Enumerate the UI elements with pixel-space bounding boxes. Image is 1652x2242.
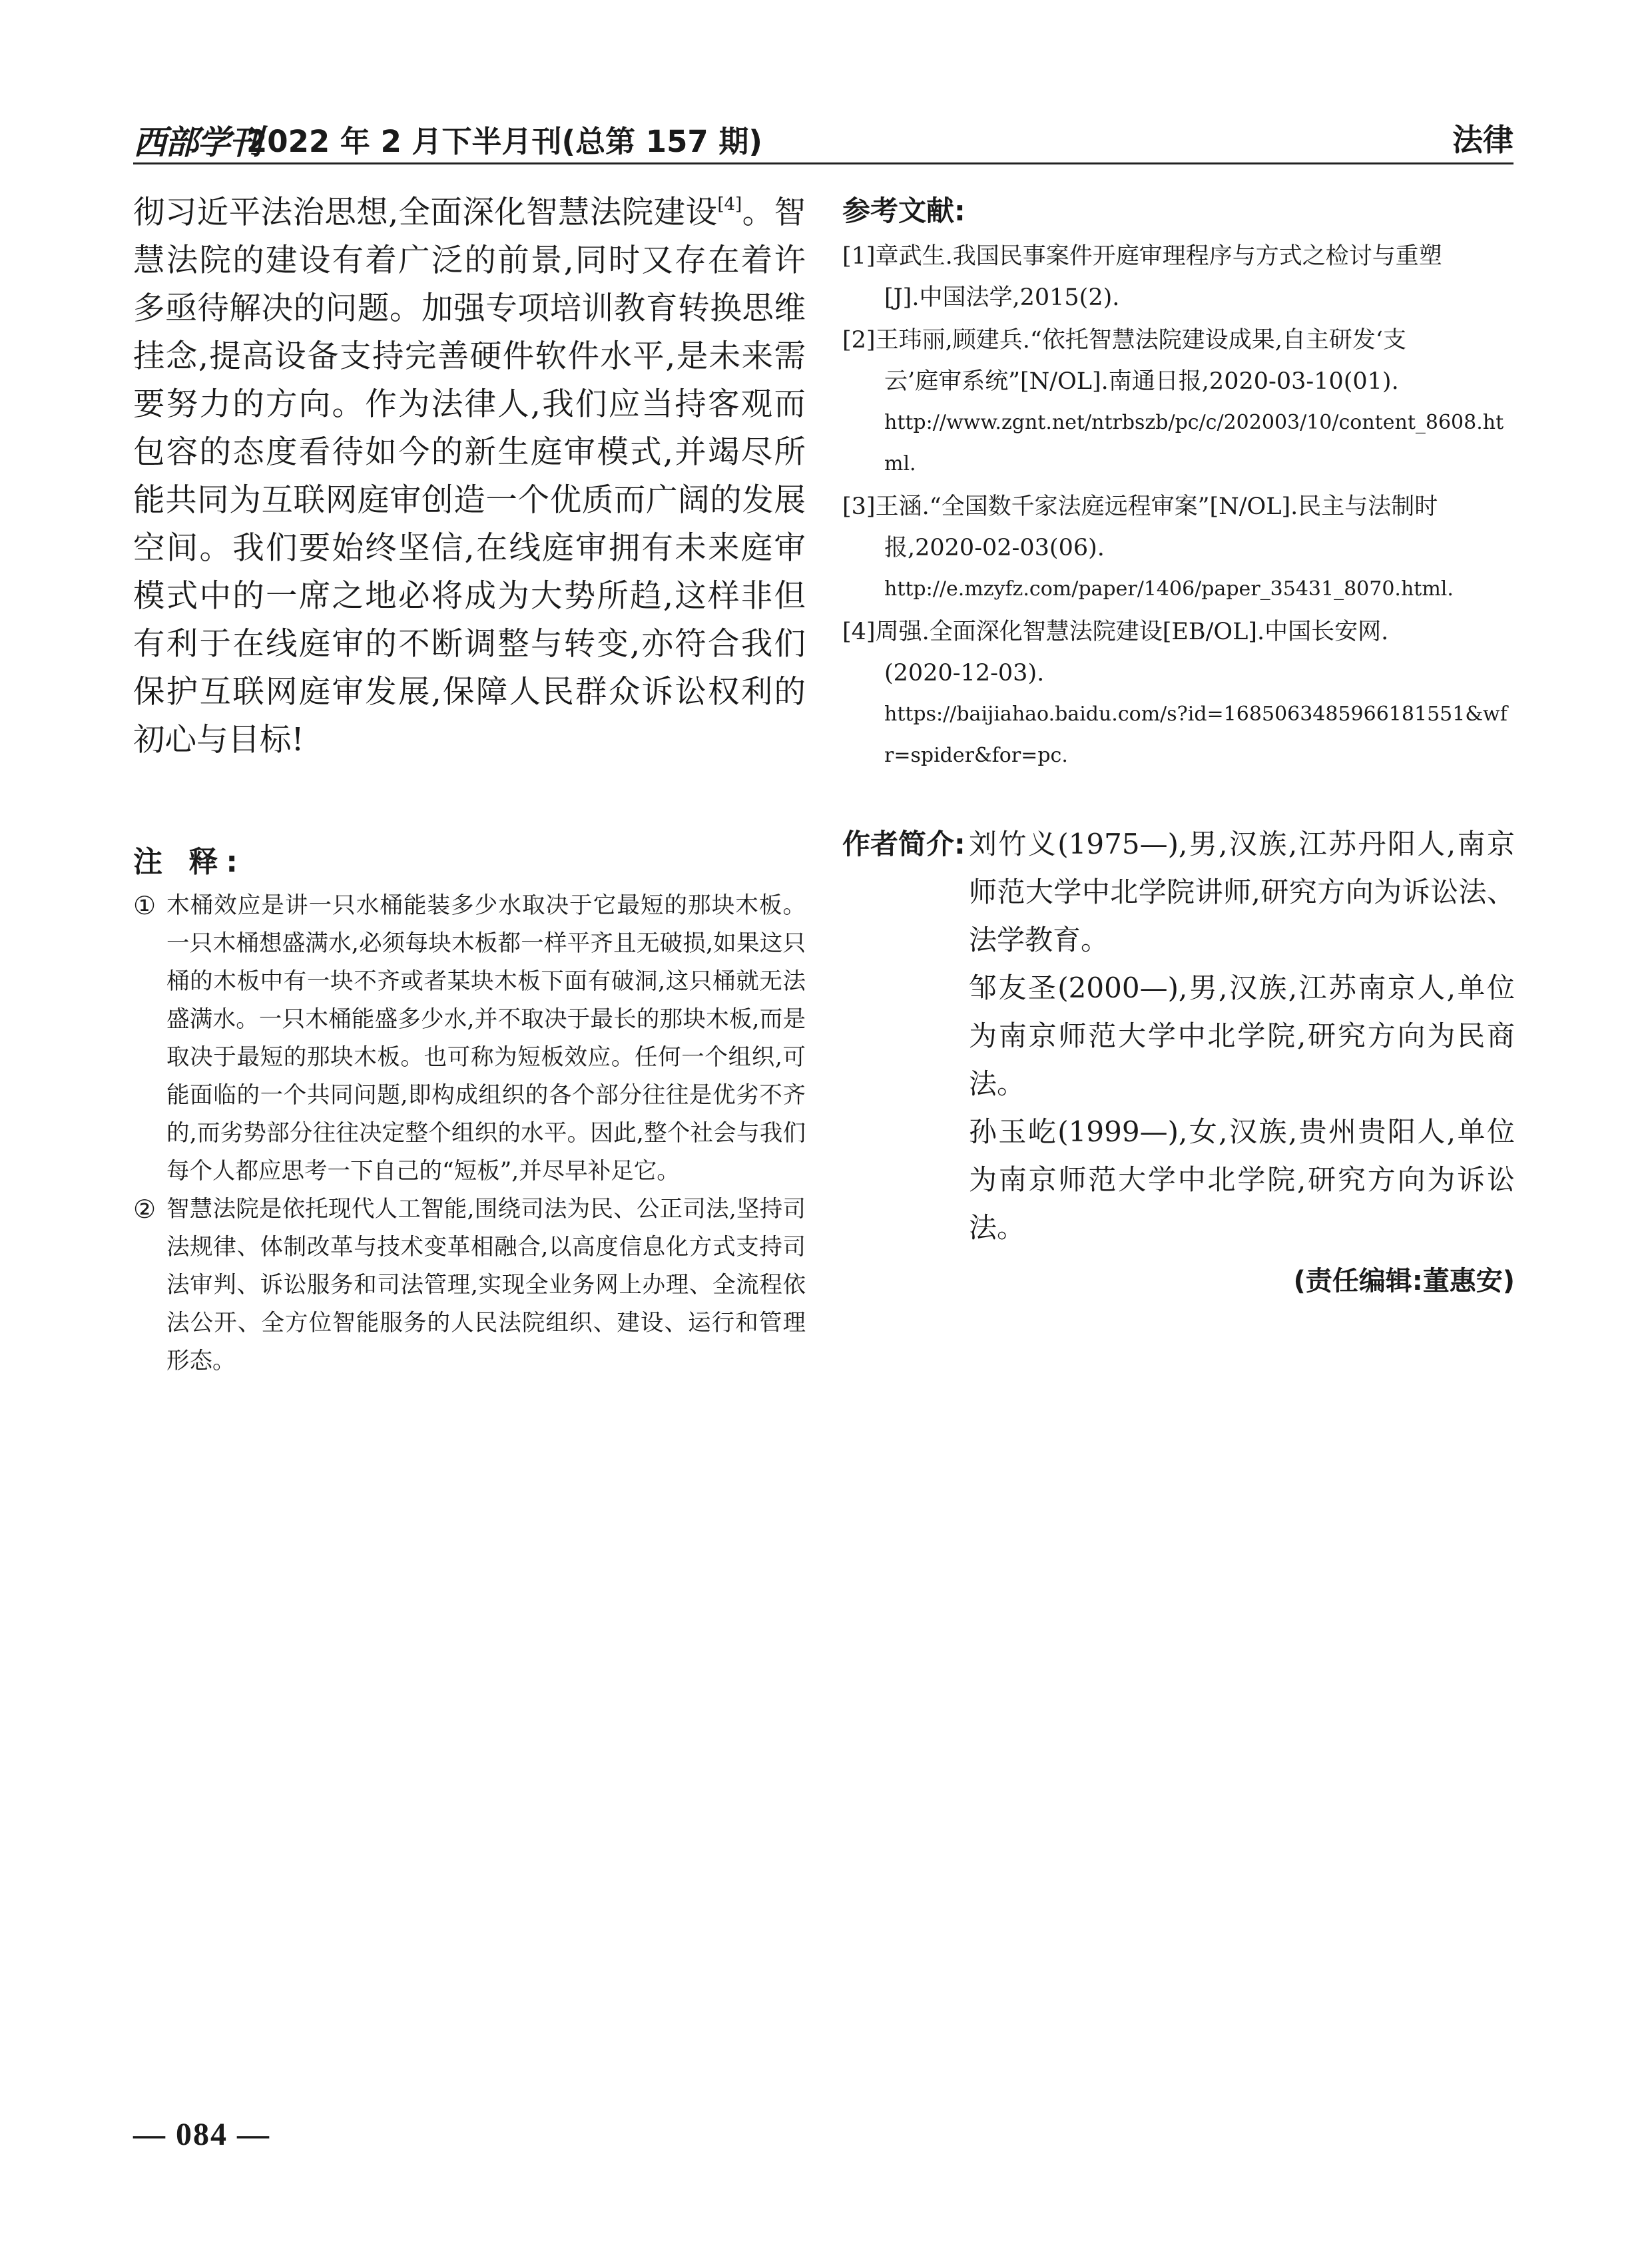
reference-item: [842, 236, 1515, 318]
reference-item: [842, 320, 1515, 485]
note-number: ①: [133, 891, 156, 920]
reference-line: [1]章武生.我国民事案件开庭审理程序与方式之检讨与重塑: [842, 243, 1442, 270]
body-text-b: 。智慧法院的建设有着广泛的前景,同时又存在着许多亟待解决的问题。加强专项培训教育转换思维挂念,提高设备支持完善硬件软件水平,是未来需要努力的方向。作为法律人,我们应当持客观而包容的态度看待如今的新生庭审模式,并竭尽所能共同为互联网庭审创造一个优质而广阔的发展空间。我们要始终坚信,在线庭审拥有未来庭审模式中的一席之地必将成为大势所趋,这样非但有利于在线庭审的不断调整与转变,亦符合我们保护互联网庭审发展,保障人民群众诉讼权利的初心与目标!: [133, 194, 806, 758]
citation-marker: [4]: [717, 194, 742, 214]
reference-item: [842, 611, 1515, 776]
author-entry: 刘竹义(1975—),男,汉族,江苏丹阳人,南京师范大学中北学院讲师,研究方向为诉讼法、法学教育。: [969, 828, 1515, 956]
header-rule: [133, 162, 1514, 164]
responsible-editor: (责任编辑:董惠安): [1293, 1266, 1515, 1296]
reference-line: [4]周强.全面深化智慧法院建设[EB/OL].中国长安网.: [842, 619, 1389, 645]
reference-url[interactable]: http://www.zgnt.net/ntrbszb/pc/c/202003/10/content_8608.html.: [884, 411, 1504, 475]
page-header: [133, 115, 1514, 162]
reference-item: [842, 486, 1515, 610]
reference-line: [3]王涵.“全国数千家法庭远程审案”[N/OL].民主与法制时: [842, 493, 1438, 520]
author-label: 作者简介:: [842, 828, 965, 860]
page-number: — 084 —: [133, 2117, 270, 2152]
references-title: 参考文献:: [842, 194, 965, 227]
section-label: 法律: [1452, 122, 1514, 158]
note-item: [133, 887, 806, 1191]
note-number: ②: [133, 1195, 156, 1224]
right-column: [842, 189, 1515, 1298]
reference-url[interactable]: https://baijiahao.baidu.com/s?id=1685063485966181551&wfr=spider&for=pc.: [884, 702, 1508, 767]
reference-continuation: [J].中国法学,2015(2).: [884, 284, 1120, 311]
body-paragraph: [133, 189, 806, 764]
note-item: [133, 1191, 806, 1380]
author-bio: [842, 820, 1515, 1298]
journal-logo: 西部学刊: [133, 123, 261, 162]
note-text: 木桶效应是讲一只水桶能装多少水取决于它最短的那块木板。一只木桶想盛满水,必须每块木板都一样平齐且无破损,如果这只桶的木板中有一块不齐或者某块木板下面有破洞,这只桶就无法盛满水。一只木桶能盛多少水,并不取决于最长的那块木板,而是取决于最短的那块木板。也可称为短板效应。任何一个组织,可能面临的一个共同问题,即构成组织的各个部分往往是优劣不齐的,而劣势部分往往决定整个组织的水平。因此,整个社会与我们每个人都应思考一下自己的“短板”,并尽早补足它。: [166, 892, 806, 1185]
left-column: [133, 189, 806, 1380]
reference-url[interactable]: http://e.mzyfz.com/paper/1406/paper_35431_8070.html.: [884, 577, 1454, 601]
author-entry: 邹友圣(2000—),男,汉族,江苏南京人,单位为南京师范大学中北学院,研究方向为民商法。: [969, 972, 1515, 1100]
reference-continuation: 报,2020-02-03(06).: [884, 535, 1105, 561]
reference-continuation: (2020-12-03).: [884, 660, 1045, 687]
body-text-a: 彻习近平法治思想,全面深化智慧法院建设: [133, 194, 718, 231]
note-text: 智慧法院是依托现代人工智能,围绕司法为民、公正司法,坚持司法规律、体制改革与技术变革相融合,以高度信息化方式支持司法审判、诉讼服务和司法管理,实现全业务网上办理、全流程依法公开、全方位智能服务的人民法院组织、建设、运行和管理形态。: [166, 1196, 806, 1374]
author-entry: 孙玉屹(1999—),女,汉族,贵州贵阳人,单位为南京师范大学中北学院,研究方向为诉讼法。: [969, 1115, 1515, 1244]
reference-continuation: 云’庭审系统”[N/OL].南通日报,2020-03-10(01).: [884, 368, 1399, 395]
issue-info: 2022 年 2 月下半月刊(总第 157 期): [246, 124, 762, 159]
reference-line: [2]王玮丽,顾建兵.“依托智慧法院建设成果,自主研发‘支: [842, 327, 1406, 354]
notes-title: 注 释:: [133, 845, 246, 879]
